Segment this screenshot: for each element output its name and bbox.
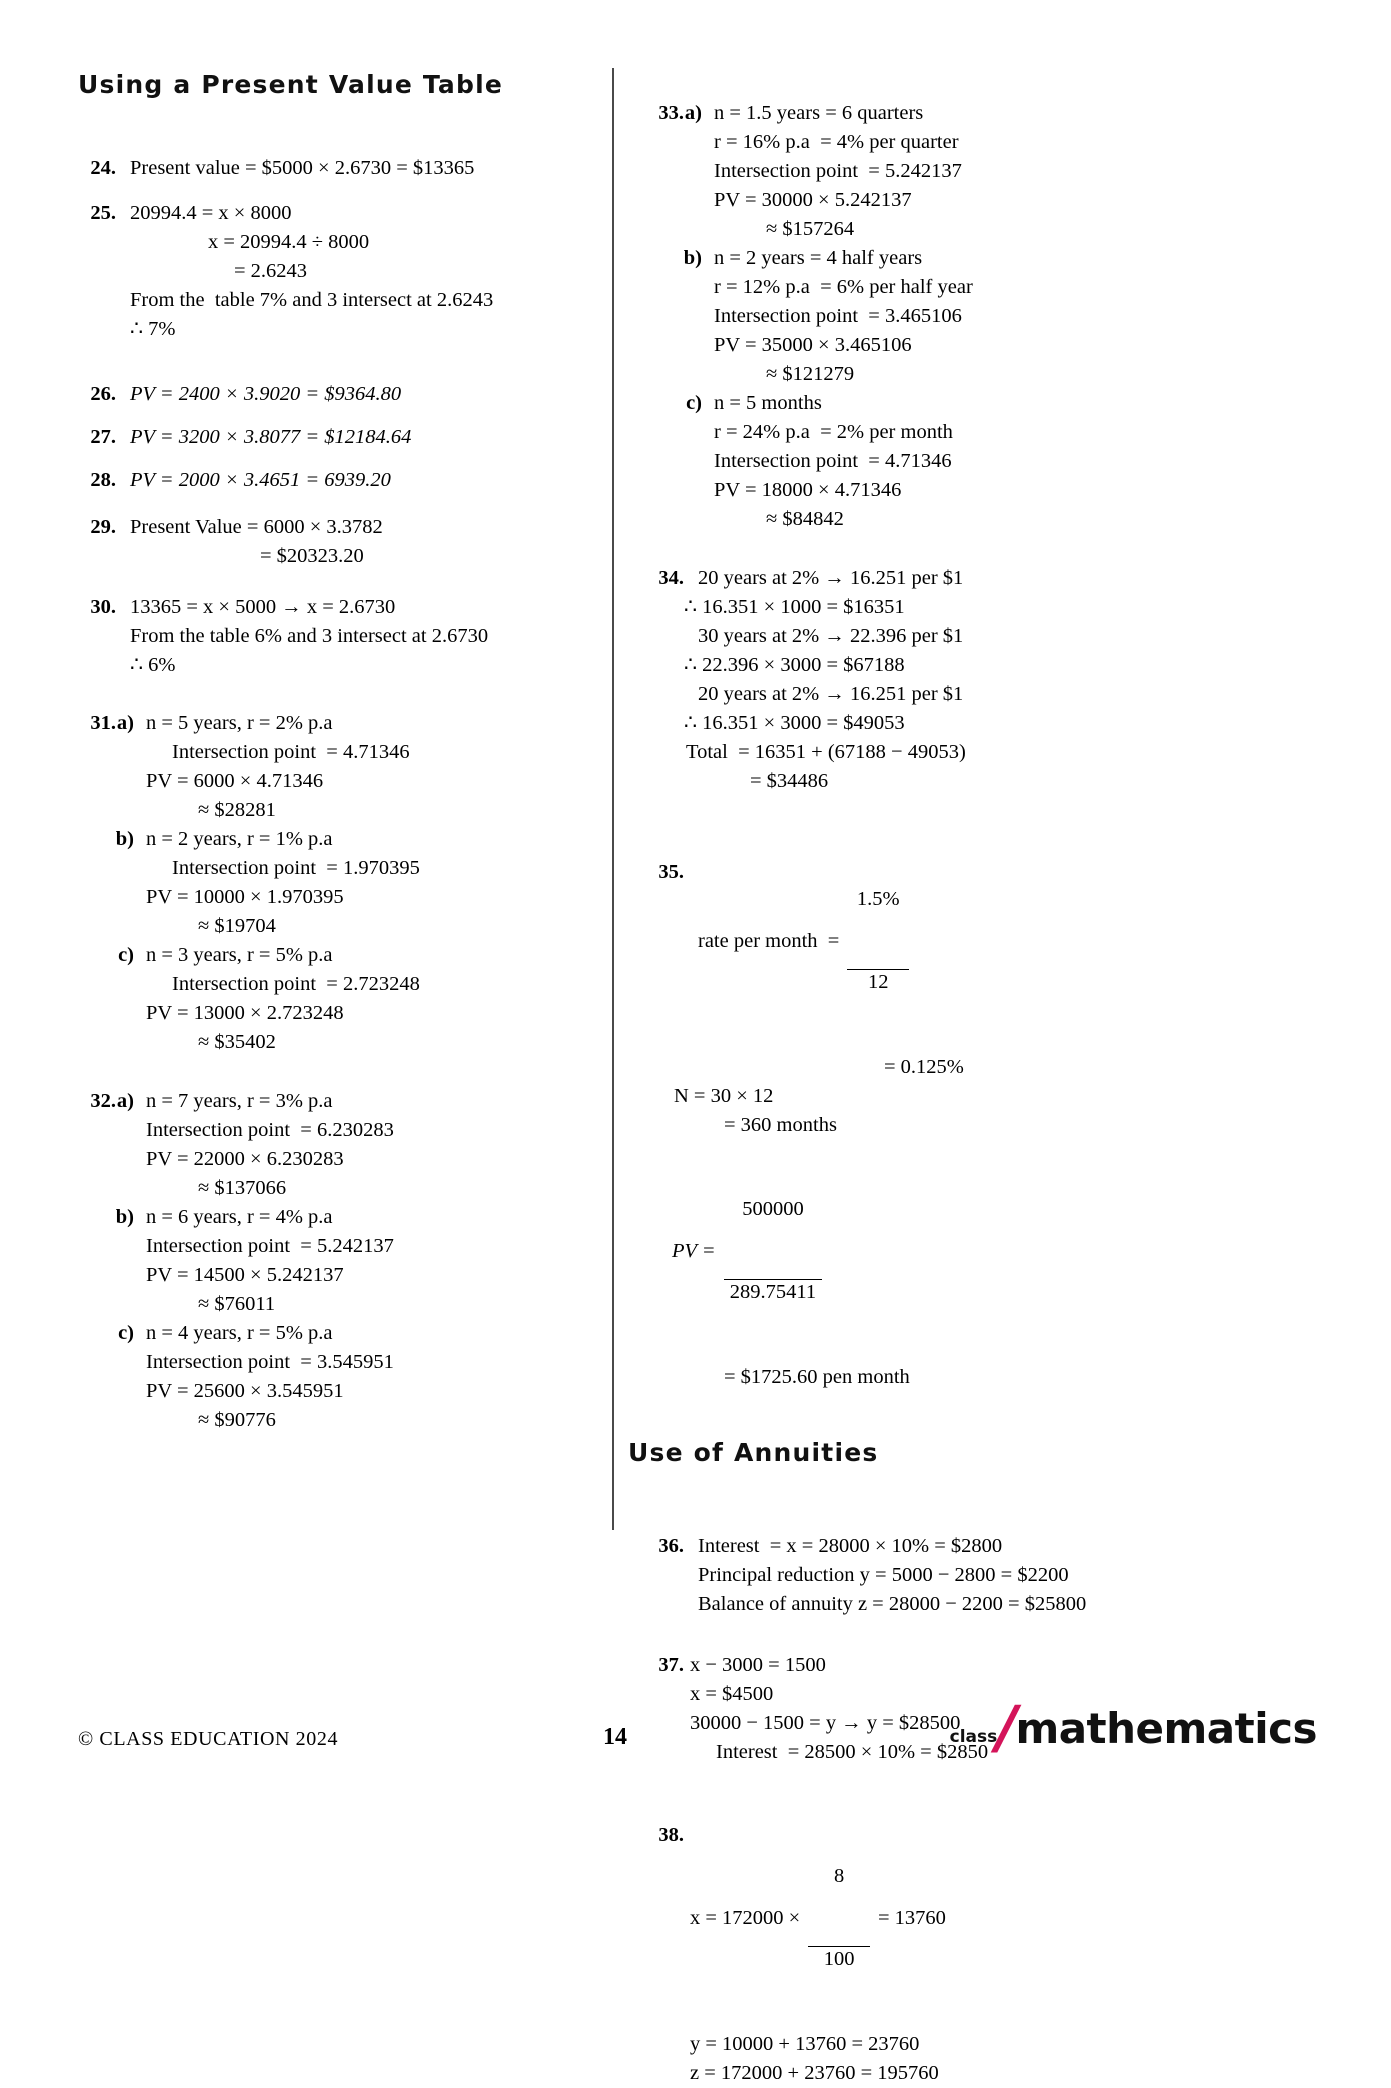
- solution-line: 20 years at 2% → 16.251 per $1: [698, 683, 964, 705]
- problem-body: [130, 466, 603, 495]
- problem-number: 31.: [90, 712, 116, 734]
- problem-body: [690, 1807, 1160, 2088]
- solution-line: r = 12% p.a = 6% per half year: [714, 276, 973, 298]
- sub-part-a: [104, 709, 603, 825]
- solution-line: ≈ $35402: [198, 1031, 276, 1053]
- solution-line: n = 3 years, r = 5% p.a: [146, 944, 333, 966]
- problem-number: 32.: [90, 1090, 116, 1112]
- solution-line: = $1725.60 pen month: [724, 1366, 910, 1388]
- x-result: = 13760: [872, 1907, 946, 1929]
- problem-number: 33.: [658, 102, 684, 124]
- sub-part-b: [104, 825, 603, 941]
- sub-part-body: [146, 1087, 603, 1203]
- fraction-denominator: 12: [847, 969, 909, 994]
- problem-31: [78, 709, 603, 1057]
- rate-fraction: [847, 829, 909, 1052]
- problem-body: [672, 830, 1160, 1392]
- sub-part-body: [146, 825, 603, 941]
- solution-line: ∴ 22.396 × 3000 = $67188: [684, 654, 905, 676]
- sub-part-label: a): [684, 102, 702, 124]
- solution-line: z = 172000 + 23760 = 195760: [690, 2062, 939, 2084]
- sub-part-a: [672, 99, 1160, 244]
- solution-line: Intersection point = 3.465106: [714, 305, 962, 327]
- solution-line: = $20323.20: [260, 545, 364, 567]
- section-heading-use-of-annuities: Use of Annuities: [628, 1438, 879, 1467]
- problem-body: [130, 423, 603, 452]
- sub-part-b: [104, 1203, 603, 1319]
- solution-line: Interest = x = 28000 × 10% = $2800: [698, 1535, 1003, 1557]
- solution-line: Intersection point = 4.71346: [172, 741, 410, 763]
- solution-line: 20994.4 = x × 8000: [130, 202, 292, 224]
- solution-line: ≈ $121279: [766, 363, 855, 385]
- solution-line: r = 16% p.a = 4% per quarter: [714, 131, 959, 153]
- fraction-numerator: 500000: [742, 1198, 804, 1220]
- solution-line: n = 2 years = 4 half years: [714, 247, 923, 269]
- solution-line: = 2.6243: [234, 260, 308, 282]
- sub-part-label: b): [683, 247, 702, 269]
- solution-line: N = 30 × 12: [674, 1085, 774, 1107]
- problem-34: [640, 564, 1160, 796]
- x-label: x = 172000 ×: [690, 1907, 806, 1929]
- problem-number: 34.: [658, 567, 684, 589]
- problem-30: [78, 593, 603, 680]
- solution-line: PV = 6000 × 4.71346: [146, 770, 324, 792]
- solution-line: PV = 30000 × 5.242137: [714, 189, 912, 211]
- logo-mathematics-text: mathematics: [1015, 1704, 1317, 1753]
- solution-line: PV = 3200 × 3.8077 = $12184.64: [130, 426, 412, 448]
- solution-line: ∴ 16.351 × 1000 = $16351: [684, 596, 905, 618]
- solution-line: ∴ 6%: [130, 654, 176, 676]
- problem-number: 35.: [658, 861, 684, 883]
- problem-body: [130, 154, 603, 183]
- logo-class-text: class: [949, 1727, 998, 1747]
- problem-27: [78, 423, 603, 452]
- logo-slash-icon: /: [996, 1693, 1018, 1761]
- problem-36: [640, 1532, 1160, 1619]
- solution-line: Total = 16351 + (67188 − 49053): [686, 741, 966, 763]
- solution-line: ≈ $90776: [198, 1409, 276, 1431]
- x-equation: [690, 1807, 1160, 2030]
- problem-number: 38.: [658, 1824, 684, 1846]
- section-heading-present-value-table: Using a Present Value Table: [78, 70, 504, 99]
- sub-part-label: c): [118, 1322, 134, 1344]
- problem-number: 25.: [90, 202, 116, 224]
- problem-body: [672, 99, 1160, 534]
- column-divider: [612, 68, 614, 1530]
- sub-part-body: [146, 1319, 603, 1435]
- solution-line: PV = 10000 × 1.970395: [146, 886, 344, 908]
- solution-line: PV = 22000 × 6.230283: [146, 1148, 344, 1170]
- pv-label: PV =: [672, 1240, 721, 1262]
- solution-line: Intersection point = 3.545951: [146, 1351, 394, 1373]
- fraction-denominator: 100: [808, 1946, 870, 1971]
- sub-part-label: a): [116, 712, 134, 734]
- solution-line: y = 10000 + 13760 = 23760: [690, 2033, 920, 2055]
- solution-line: Intersection point = 2.723248: [172, 973, 420, 995]
- problem-body: [130, 380, 603, 409]
- solution-line: = 0.125%: [884, 1056, 964, 1078]
- solution-line: Intersection point = 1.970395: [172, 857, 420, 879]
- solution-line: = 360 months: [724, 1114, 837, 1136]
- solution-line: PV = 18000 × 4.71346: [714, 479, 902, 501]
- solution-line: n = 6 years, r = 4% p.a: [146, 1206, 333, 1228]
- sub-part-c: [104, 1319, 603, 1435]
- problem-number: 27.: [90, 426, 116, 448]
- x-fraction: [808, 1806, 870, 2029]
- pv-equation: [672, 1140, 1160, 1363]
- solution-line: ∴ 16.351 × 3000 = $49053: [684, 712, 905, 734]
- solution-line: n = 2 years, r = 1% p.a: [146, 828, 333, 850]
- sub-part-label: c): [686, 392, 702, 414]
- solution-line: ≈ $137066: [198, 1177, 287, 1199]
- solution-line: n = 5 months: [714, 392, 822, 414]
- problem-24: [78, 154, 603, 183]
- solution-line: PV = 14500 × 5.242137: [146, 1264, 344, 1286]
- sub-part-c: [672, 389, 1160, 534]
- solution-line: 13365 = x × 5000 → x = 2.6730: [130, 596, 396, 618]
- solution-line: Intersection point = 6.230283: [146, 1119, 394, 1141]
- solution-line: PV = 35000 × 3.465106: [714, 334, 912, 356]
- solution-line: ≈ $157264: [766, 218, 855, 240]
- solution-line: PV = 2400 × 3.9020 = $9364.80: [130, 383, 402, 405]
- solution-line: = $34486: [750, 770, 829, 792]
- solution-line: 30 years at 2% → 22.396 per $1: [698, 625, 964, 647]
- rate-per-month-label: rate per month =: [698, 930, 845, 952]
- sub-part-label: b): [115, 828, 134, 850]
- solution-line: Principal reduction y = 5000 − 2800 = $2200: [698, 1564, 1069, 1586]
- solution-line: n = 7 years, r = 3% p.a: [146, 1090, 333, 1112]
- problem-25: [78, 199, 603, 344]
- solution-line: From the table 7% and 3 intersect at 2.6243: [130, 289, 494, 311]
- problem-33: [640, 99, 1160, 534]
- solution-line: 30000 − 1500 = y → y = $28500: [690, 1712, 961, 1734]
- sub-part-label: c): [118, 944, 134, 966]
- problem-body: [698, 1532, 1160, 1619]
- problem-29: [78, 513, 603, 571]
- fraction-numerator: 1.5%: [856, 888, 900, 910]
- problem-38: [640, 1807, 1160, 2088]
- sub-part-label: a): [116, 1090, 134, 1112]
- problem-body: [130, 593, 603, 680]
- solution-line: r = 24% p.a = 2% per month: [714, 421, 953, 443]
- problem-26: [78, 380, 603, 409]
- solution-line: n = 4 years, r = 5% p.a: [146, 1322, 333, 1344]
- pv-fraction: [724, 1139, 822, 1362]
- solution-line: ∴ 7%: [130, 318, 176, 340]
- problem-body: [684, 564, 1160, 796]
- problem-number: 24.: [90, 157, 116, 179]
- solution-line: Balance of annuity z = 28000 − 2200 = $25800: [698, 1593, 1087, 1615]
- solution-line: From the table 6% and 3 intersect at 2.6730: [130, 625, 489, 647]
- solution-line: PV = 13000 × 2.723248: [146, 1002, 344, 1024]
- sub-part-label: b): [115, 1206, 134, 1228]
- solution-line: ≈ $28281: [198, 799, 276, 821]
- sub-part-body: [146, 941, 603, 1057]
- sub-part-a: [104, 1087, 603, 1203]
- rate-per-month-equation: [698, 830, 1160, 1053]
- problem-body: [104, 1087, 603, 1435]
- problem-number: 36.: [658, 1535, 684, 1557]
- problem-body: [104, 709, 603, 1057]
- solution-line: Intersection point = 5.242137: [146, 1235, 394, 1257]
- sub-part-body: [714, 389, 1160, 534]
- solution-line: x = $4500: [690, 1683, 774, 1705]
- solution-line: x − 3000 = 1500: [690, 1654, 826, 1676]
- fraction-denominator: 289.75411: [724, 1279, 822, 1304]
- solution-line: n = 5 years, r = 2% p.a: [146, 712, 333, 734]
- sub-part-c: [104, 941, 603, 1057]
- problem-number: 30.: [90, 596, 116, 618]
- solution-line: PV = 25600 × 3.545951: [146, 1380, 344, 1402]
- problem-35: [640, 830, 1160, 1392]
- solution-line: ≈ $84842: [766, 508, 844, 530]
- problem-number: 28.: [90, 469, 116, 491]
- page-number: 14: [603, 1724, 627, 1750]
- sub-part-body: [714, 99, 1160, 244]
- problem-number: 26.: [90, 383, 116, 405]
- solution-line: PV = 2000 × 3.4651 = 6939.20: [130, 469, 391, 491]
- copyright-notice: © CLASS EDUCATION 2024: [78, 1728, 339, 1750]
- solution-line: Present Value = 6000 × 3.3782: [130, 516, 383, 538]
- problem-number: 37.: [658, 1654, 684, 1676]
- solution-line: n = 1.5 years = 6 quarters: [714, 102, 924, 124]
- sub-part-b: [672, 244, 1160, 389]
- solution-line: Intersection point = 4.71346: [714, 450, 952, 472]
- sub-part-body: [146, 1203, 603, 1319]
- class-mathematics-logo: [949, 1693, 1317, 1761]
- solution-line: ≈ $76011: [198, 1293, 276, 1315]
- problem-body: [130, 199, 603, 344]
- problem-28: [78, 466, 603, 495]
- solution-line: Interest = 28500 × 10% = $2850: [716, 1741, 989, 1763]
- solution-line: ≈ $19704: [198, 915, 276, 937]
- problem-32: [78, 1087, 603, 1435]
- solution-line: x = 20994.4 ÷ 8000: [208, 231, 370, 253]
- problem-number: 29.: [90, 516, 116, 538]
- solution-line: Present value = $5000 × 2.6730 = $13365: [130, 157, 475, 179]
- problem-body: [130, 513, 603, 571]
- sub-part-body: [146, 709, 603, 825]
- sub-part-body: [714, 244, 1160, 389]
- solution-line: 20 years at 2% → 16.251 per $1: [698, 567, 964, 589]
- left-column: [78, 70, 603, 1435]
- solution-line: Intersection point = 5.242137: [714, 160, 962, 182]
- fraction-numerator: 8: [834, 1865, 845, 1887]
